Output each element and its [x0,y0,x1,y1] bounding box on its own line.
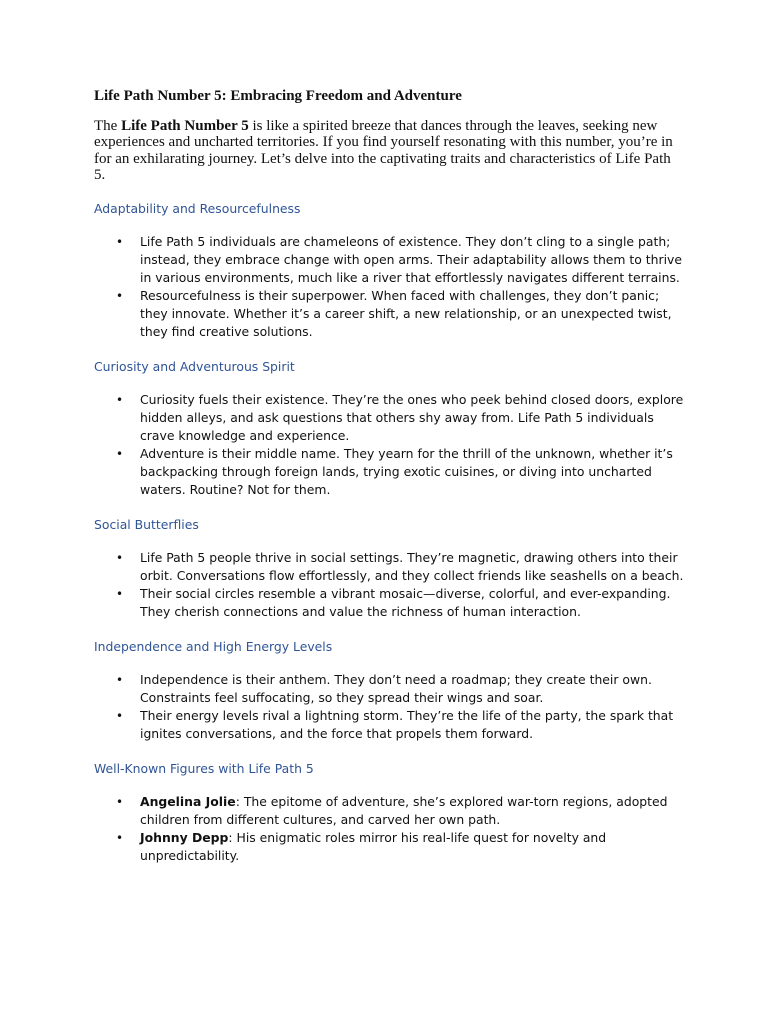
bullet-icon: • [116,446,124,461]
bullet-icon: • [116,234,124,249]
section-heading-curiosity: Curiosity and Adventurous Spirit [94,358,295,374]
list-item-text: Resourcefulness is their superpower. When faced with challenges, they don’t panic; they innovate. Whether it’s a career shift, a new relationship, or an unexpected twist, they find creative solutions. [140,287,672,339]
document-title: Life Path Number 5: Embracing Freedom and Adventure [94,88,462,104]
list-item [94,391,684,445]
section-heading-independence: Independence and High Energy Levels [94,638,333,654]
bullet-icon: • [116,672,124,687]
section-heading-social: Social Butterflies [94,516,199,532]
section-heading-figures: Well-Known Figures with Life Path 5 [94,760,314,776]
bullet-list-independence [94,671,684,743]
list-item-text: Life Path 5 individuals are chameleons of existence. They don’t cling to a single path; instead, they embrace change with open arms. Their adaptability allows them to thrive in various environments, much like a river that effortlessly navigates different terrains. [140,233,683,285]
list-item [94,585,684,621]
section-heading-adaptability: Adaptability and Resourcefulness [94,200,301,216]
intro-paragraph [94,118,684,184]
document-page [94,86,684,882]
list-item-text: Their energy levels rival a lightning storm. They’re the life of the party, the spark that ignites conversations, and the force that propels them forward. [140,707,674,741]
intro-text: is like a spirited breeze that dances through the leaves, seeking new experiences and uncharted territories. If you find yourself resonating with this number, you’re in for an exhilarating journey. Let’s delve into the captivating traits and characteristics of Life Path 5. [94,118,673,184]
bullet-icon: • [116,708,124,723]
bullet-list-social [94,549,684,621]
list-item [94,707,684,743]
figure-name: Johnny Depp [140,829,229,845]
intro-prefix: The [94,118,122,134]
list-item [94,445,684,499]
bullet-icon: • [116,586,124,601]
list-item [94,233,684,287]
bullet-list-curiosity [94,391,684,499]
list-item [94,671,684,707]
list-item-text: Their social circles resemble a vibrant mosaic—diverse, colorful, and ever-expanding. They cherish connections and value the richness of human interaction. [140,585,671,619]
bullet-icon: • [116,550,124,565]
bullet-icon: • [116,794,124,809]
list-item-text: : His enigmatic roles mirror his real-life quest for novelty and unpredictability. [140,829,607,863]
list-item-text: Independence is their anthem. They don’t need a roadmap; they create their own. Constraints feel suffocating, so they spread their wings and soar. [140,671,652,705]
bullet-icon: • [116,392,124,407]
list-item-text: Adventure is their middle name. They yearn for the thrill of the unknown, whether it’s backpacking through foreign lands, trying exotic cuisines, or diving into uncharted waters. Routine? Not for them. [140,445,673,497]
list-item [94,793,684,829]
list-item-text: Curiosity fuels their existence. They’re the ones who peek behind closed doors, explore hidden alleys, and ask questions that others shy away from. Life Path 5 individuals crave knowledge and experience. [140,391,684,443]
list-item [94,829,684,865]
list-item-text: Life Path 5 people thrive in social settings. They’re magnetic, drawing others into their orbit. Conversations flow effortlessly, and they collect friends like seashells on a beach. [140,549,684,583]
bullet-list-figures [94,793,684,865]
bullet-list-adaptability [94,233,684,341]
intro-bold: Life Path Number 5 [121,118,249,134]
list-item [94,549,684,585]
bullet-icon: • [116,830,124,845]
list-item [94,287,684,341]
bullet-icon: • [116,288,124,303]
figure-name: Angelina Jolie [140,793,236,809]
list-item-text: : The epitome of adventure, she’s explored war-torn regions, adopted children from different cultures, and carved her own path. [140,793,668,827]
